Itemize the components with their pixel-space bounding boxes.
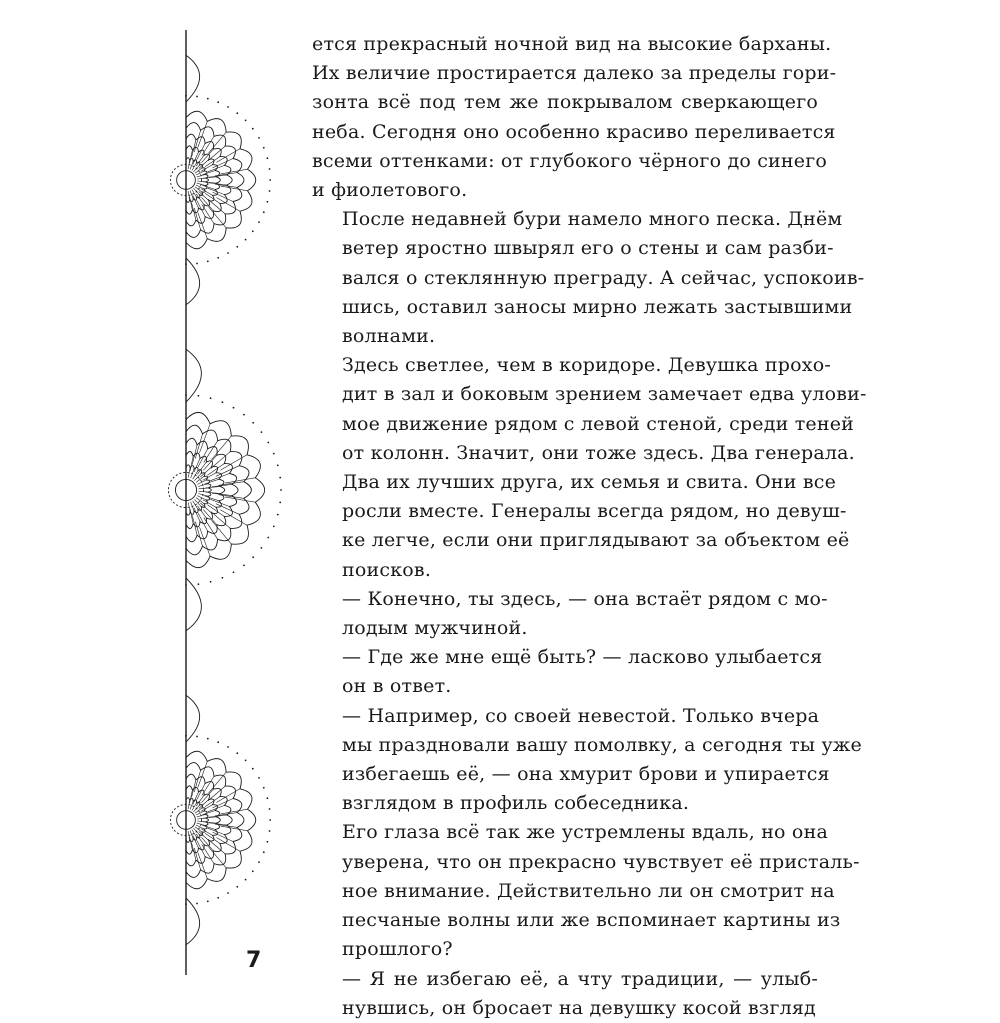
paragraph	[312, 965, 818, 1023]
text-line: нувшись, он бросает на девушку косой взгляд	[342, 996, 816, 1019]
text-line: и фиолетового.	[312, 179, 468, 202]
text-line: Здесь светлее, чем в коридоре. Девушка прохо-	[342, 354, 831, 377]
text-line: от колонн. Значит, они тоже здесь. Два генерала.	[342, 441, 855, 464]
text-line: ется прекрасный ночной вид на высокие барханы.	[312, 33, 832, 55]
paragraph	[312, 818, 860, 964]
paragraph	[312, 585, 828, 643]
text-line: — Например, со своей невестой. Только вчера	[342, 704, 820, 727]
text-line: — Я не избегаю её, а чту традиции, — улыб-	[342, 967, 818, 990]
text-line: ке легче, если они приглядывают за объектом её	[342, 529, 850, 552]
text-line: Их величие простирается далеко за пределы гори-	[312, 62, 837, 85]
text-line: всеми оттенками: от глубокого чёрного до синего	[312, 149, 828, 172]
text-line: взглядом в профиль собеседника.	[342, 792, 690, 815]
text-line: он в ответ.	[342, 675, 452, 698]
text-line: — Где же мне ещё быть? — ласково улыбается	[342, 646, 823, 669]
text-line: мое движение рядом с левой стеной, среди теней	[342, 412, 855, 435]
text-line: вался о стеклянную преграду. А сейчас, успокоив-	[342, 266, 865, 289]
text-line: прошлого?	[342, 938, 453, 961]
paragraph	[312, 643, 823, 701]
paragraph	[312, 205, 865, 351]
paragraph	[312, 30, 837, 205]
paragraph	[312, 702, 862, 819]
text-line: волнами.	[342, 325, 436, 348]
text-line: шись, оставил заносы мирно лежать застывшими	[342, 295, 853, 318]
text-line: зонта всё под тем же покрывалом сверкающего	[312, 91, 818, 114]
text-line: песчаные волны или же вспоминает картины из	[342, 909, 841, 932]
text-line: Его глаза всё так же устремлены вдаль, но она	[342, 821, 828, 844]
text-line: Два их лучших друга, их семья и свита. Они все	[342, 471, 837, 494]
text-line: поисков.	[342, 558, 432, 581]
text-line: лодым мужчиной.	[342, 617, 528, 640]
page-number: 7	[246, 948, 262, 973]
paragraph	[312, 351, 867, 585]
text-line: ветер яростно швырял его о стены и сам разби-	[342, 237, 834, 260]
text-line: неба. Сегодня оно особенно красиво переливается	[312, 120, 836, 143]
text-line: ное внимание. Действительно ли он смотрит на	[342, 879, 835, 902]
body-text	[312, 30, 867, 1023]
text-line: росли вместе. Генералы всегда рядом, но девуш-	[342, 500, 847, 523]
text-line: уверена, что он прекрасно чувствует её присталь-	[342, 850, 860, 873]
mandala-ornament-border	[182, 30, 282, 975]
text-line: После недавней бури намело много песка. Днём	[342, 208, 843, 231]
text-line: избегаешь её, — она хмурит брови и упирается	[342, 763, 830, 786]
text-line: мы праздновали вашу помолвку, а сегодня ты уже	[342, 733, 862, 756]
text-line: дит в зал и боковым зрением замечает едва улови-	[342, 383, 867, 406]
text-line: — Конечно, ты здесь, — она встаёт рядом с мо-	[342, 587, 828, 610]
